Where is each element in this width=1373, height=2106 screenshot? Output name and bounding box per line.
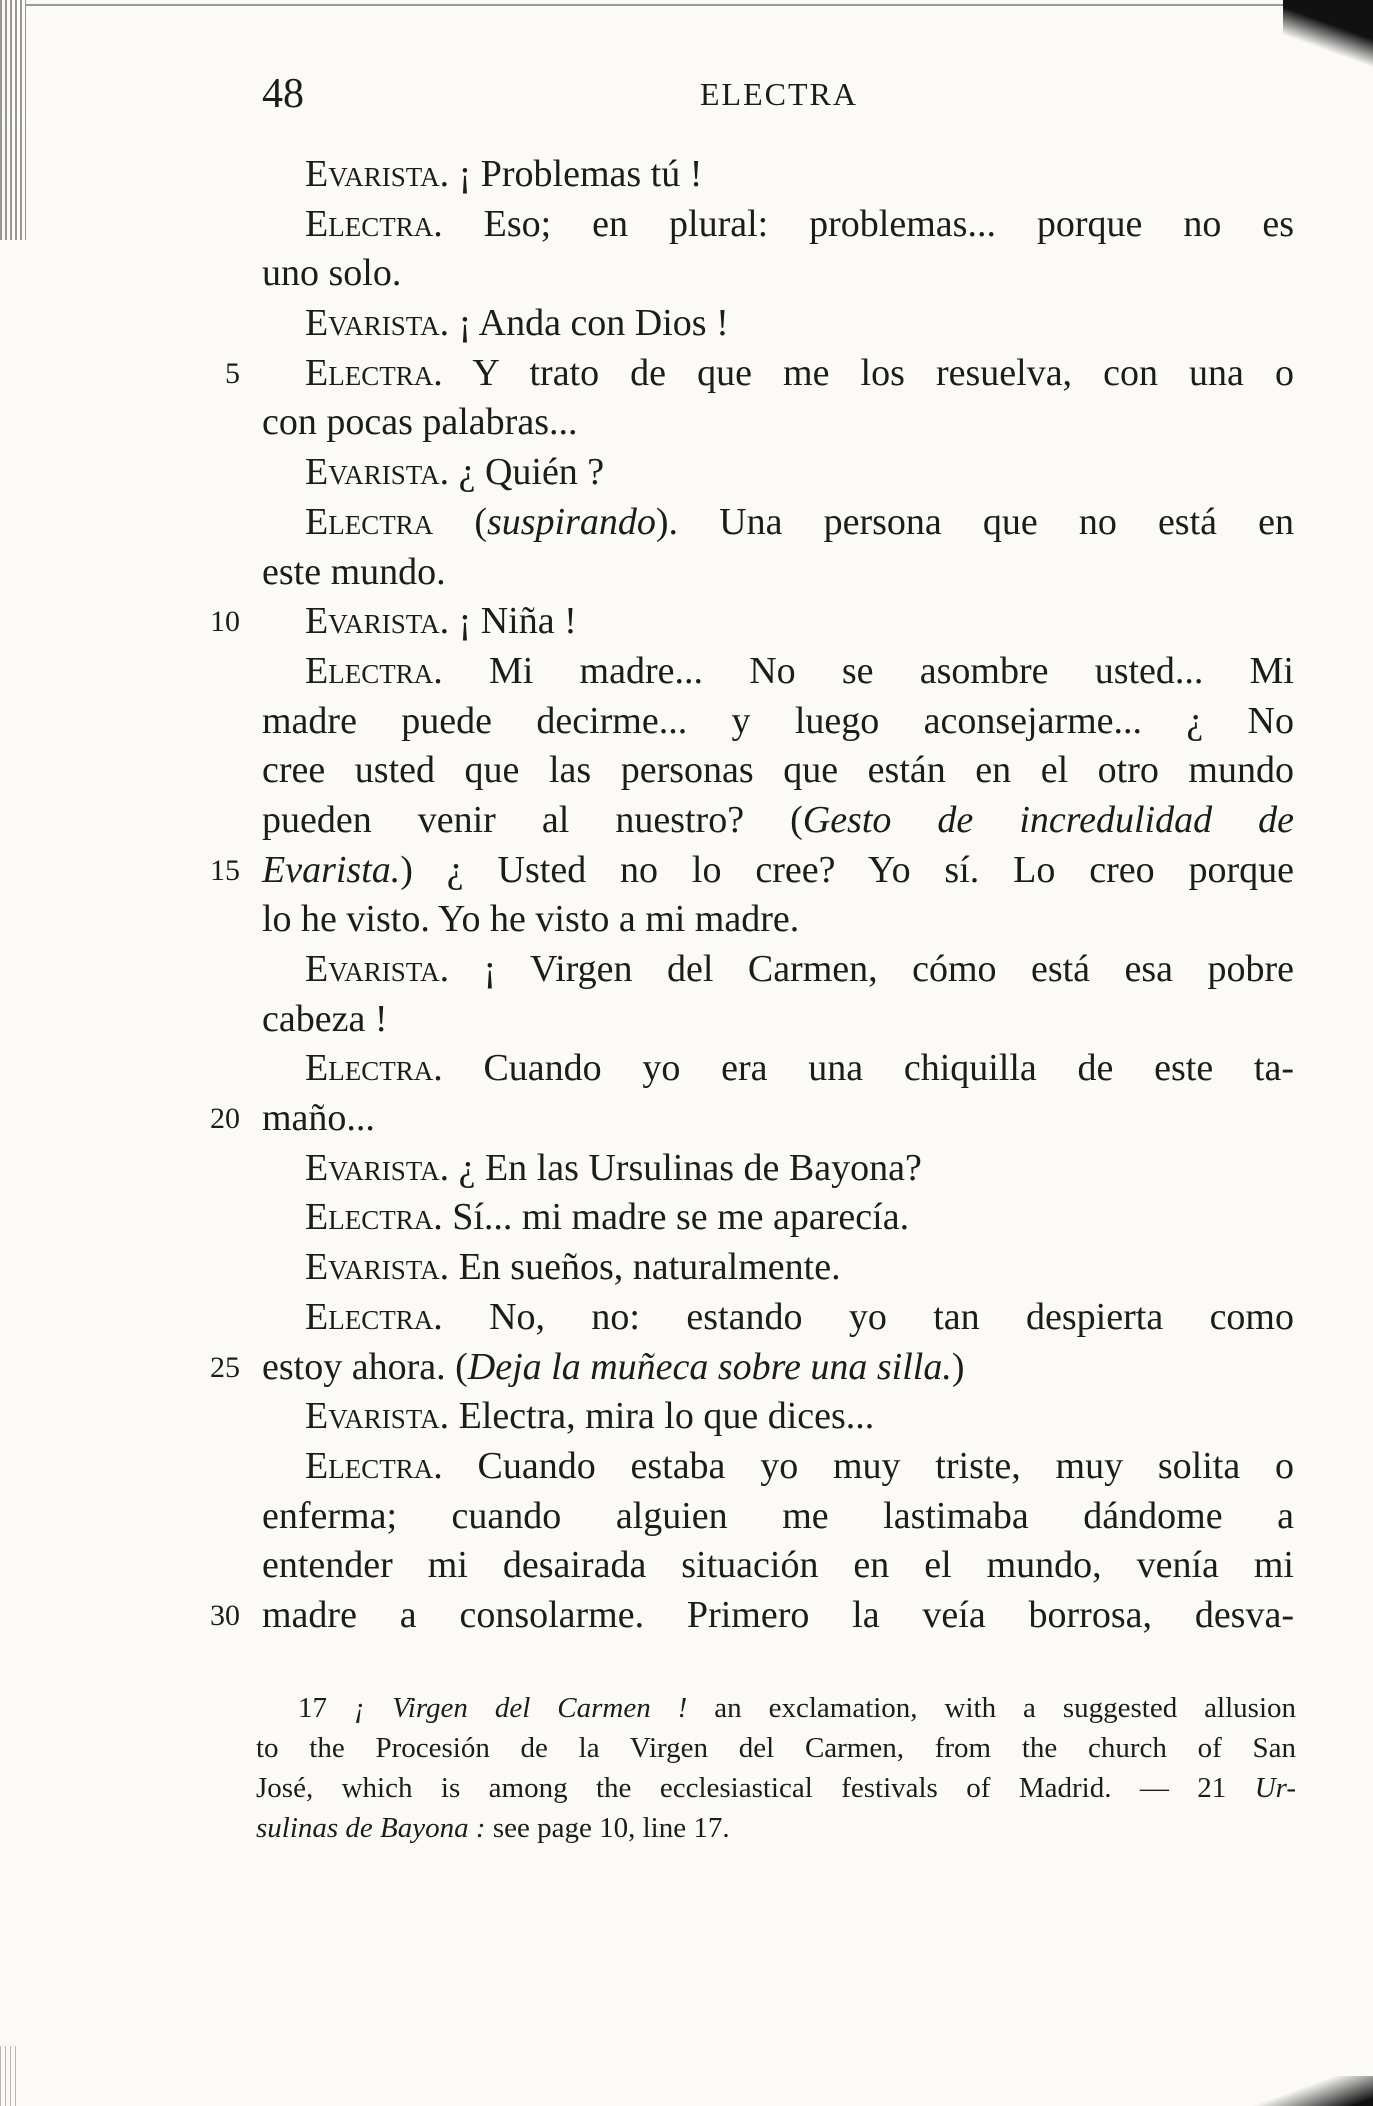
text-line xyxy=(0,349,1373,399)
text-line xyxy=(0,1591,1373,1641)
text-line xyxy=(0,1144,1373,1194)
italic-text: Evarista. xyxy=(262,848,401,891)
speaker-name: Evarista. xyxy=(305,451,450,494)
line-text xyxy=(305,1044,1294,1094)
text-segment: entender mi desairada situación en el mundo, venía mi xyxy=(262,1544,1294,1587)
line-text xyxy=(262,1343,965,1393)
text-line xyxy=(0,597,1373,647)
text-segment: ¿ Quién ? xyxy=(449,451,605,494)
line-text xyxy=(305,647,1294,697)
speaker-name: Evarista. xyxy=(305,1395,450,1438)
text-segment: pueden venir al nuestro? ( xyxy=(262,798,803,841)
text-line xyxy=(0,398,1373,448)
speaker-name: Evarista. xyxy=(305,153,450,195)
text-segment: madre puede decirme... y luego aconsejarme... ¿ No xyxy=(262,699,1294,742)
text-line xyxy=(0,498,1373,548)
line-number: 20 xyxy=(210,1102,240,1136)
text-segment: Electra, mira lo que dices... xyxy=(449,1395,875,1438)
line-text xyxy=(305,1392,874,1442)
text-line xyxy=(0,1243,1373,1293)
line-text xyxy=(262,1541,1294,1591)
text-line xyxy=(0,448,1373,498)
line-text xyxy=(262,1094,375,1144)
page-top-edge xyxy=(26,4,1306,6)
text-line xyxy=(0,647,1373,697)
text-segment: Cuando estaba yo muy triste, muy solita o xyxy=(442,1444,1294,1487)
text-segment: este mundo. xyxy=(262,550,446,593)
text-segment: 17 xyxy=(298,1692,354,1724)
text-segment: ¿ En las Ursulinas de Bayona? xyxy=(449,1146,922,1189)
line-text xyxy=(262,697,1294,747)
text-segment: madre a consolarme. Primero la veía borrosa, desva- xyxy=(262,1593,1294,1636)
text-segment: maño... xyxy=(262,1097,375,1140)
text-line xyxy=(0,995,1373,1045)
text-segment: lo he visto. Yo he visto a mi madre. xyxy=(262,898,800,941)
text-segment: ) xyxy=(951,1345,965,1388)
footnote-line xyxy=(256,1768,1296,1808)
text-segment: En sueños, naturalmente. xyxy=(449,1246,841,1289)
page-corner-shadow-bottom xyxy=(1253,2076,1373,2106)
text-segment: enferma; cuando alguien me lastimaba dándome a xyxy=(262,1494,1294,1537)
line-number: 5 xyxy=(225,356,240,390)
text-segment: estoy ahora. ( xyxy=(262,1345,468,1388)
text-line xyxy=(0,945,1373,995)
line-text xyxy=(262,746,1294,796)
text-segment: Mi madre... No se asombre usted... Mi xyxy=(442,649,1294,692)
speaker-name: Electra. xyxy=(305,1196,443,1239)
running-title: ELECTRA xyxy=(700,76,858,112)
italic-text: ¡ Virgen del Carmen ! xyxy=(353,1692,688,1724)
line-text xyxy=(262,895,799,945)
line-text xyxy=(305,1243,841,1293)
text-segment: cree usted que las personas que están en el otro mundo xyxy=(262,749,1294,792)
text-segment: Cuando yo era una chiquilla de este ta- xyxy=(442,1047,1294,1090)
text-segment: cabeza ! xyxy=(262,997,388,1040)
footnotes xyxy=(256,1688,1296,1848)
speaker-name: Evarista. xyxy=(305,948,450,990)
text-segment: José, which is among the ecclesiastical festivals of Madrid. — 21 xyxy=(256,1772,1255,1804)
text-line xyxy=(0,846,1373,896)
line-text xyxy=(305,299,729,349)
text-segment: ) ¿ Usted no lo cree? Yo sí. Lo creo porque xyxy=(400,848,1294,891)
text-line xyxy=(0,200,1373,250)
text-segment: uno solo. xyxy=(262,252,402,295)
speaker-name: Electra. xyxy=(305,1047,443,1090)
line-text xyxy=(305,1293,1294,1343)
line-text xyxy=(262,846,1294,896)
line-text xyxy=(305,1193,909,1243)
text-line xyxy=(0,548,1373,598)
speaker-name: Electra. xyxy=(305,202,443,245)
text-segment: ( xyxy=(433,500,487,543)
text-segment: Sí... mi madre se me aparecía. xyxy=(442,1196,910,1239)
speaker-name: Electra. xyxy=(305,1444,443,1487)
text-line xyxy=(0,1541,1373,1591)
italic-text: suspirando xyxy=(486,500,656,543)
text-segment: see page 10, line 17. xyxy=(485,1812,730,1844)
line-number: 30 xyxy=(210,1598,240,1632)
text-segment: ¡ Virgen del Carmen, cómo está esa pobre xyxy=(449,948,1294,990)
text-line xyxy=(0,895,1373,945)
text-line xyxy=(0,697,1373,747)
text-line xyxy=(0,796,1373,846)
line-text xyxy=(262,995,388,1045)
speaker-name: Electra. xyxy=(305,351,443,394)
line-text xyxy=(305,150,702,200)
speaker-name: Evarista. xyxy=(305,1146,450,1189)
italic-text: Deja la muñeca sobre una silla. xyxy=(467,1345,952,1388)
text-segment: ¡ Anda con Dios ! xyxy=(449,302,729,345)
text-line xyxy=(0,1293,1373,1343)
line-text xyxy=(305,200,1294,250)
text-segment: an exclamation, with a suggested allusion xyxy=(687,1692,1297,1724)
page-header xyxy=(262,70,1292,120)
play-text xyxy=(0,150,1373,1641)
text-line xyxy=(0,1343,1373,1393)
italic-text: sulinas de Bayona : xyxy=(256,1812,486,1844)
text-line xyxy=(0,1392,1373,1442)
line-number: 25 xyxy=(210,1350,240,1384)
line-text xyxy=(305,498,1294,548)
speaker-name: Evarista. xyxy=(305,600,450,643)
text-line xyxy=(0,249,1373,299)
line-text xyxy=(262,249,401,299)
line-text xyxy=(305,448,604,498)
speaker-name: Electra. xyxy=(305,649,443,692)
text-segment: Y trato de que me los resuelva, con una o xyxy=(442,351,1294,394)
text-segment: ¡ Problemas tú ! xyxy=(449,153,703,195)
text-segment: to the Procesión de la Virgen del Carmen, from the church of San xyxy=(256,1732,1296,1764)
text-line xyxy=(0,1442,1373,1492)
footnote-line xyxy=(256,1688,1296,1728)
text-line xyxy=(0,299,1373,349)
line-text xyxy=(305,1442,1294,1492)
text-line xyxy=(0,150,1373,200)
line-text xyxy=(262,1591,1294,1641)
text-line xyxy=(0,1492,1373,1542)
line-number: 15 xyxy=(210,853,240,887)
page-corner-shadow xyxy=(1283,0,1373,80)
italic-text: Gesto de incredulidad de xyxy=(802,798,1295,841)
line-text xyxy=(305,597,577,647)
line-text xyxy=(305,945,1294,995)
line-text xyxy=(262,1492,1294,1542)
line-text xyxy=(262,398,578,448)
line-text xyxy=(305,349,1294,399)
text-segment: No, no: estando yo tan despierta como xyxy=(442,1295,1294,1338)
footnote-line xyxy=(256,1728,1296,1768)
speaker-name: Evarista. xyxy=(305,1246,450,1289)
line-text xyxy=(262,548,446,598)
italic-text: Ur- xyxy=(1254,1772,1296,1804)
text-line xyxy=(0,1193,1373,1243)
page-number: 48 xyxy=(262,71,304,117)
speaker-name: Electra xyxy=(305,500,434,543)
speaker-name: Evarista. xyxy=(305,302,450,345)
text-segment: ). Una persona que no está en xyxy=(655,500,1294,543)
footnote-line xyxy=(256,1808,1296,1848)
line-number: 10 xyxy=(210,605,240,639)
text-segment: Eso; en plural: problemas... porque no es xyxy=(442,202,1294,245)
page-edge-bottom-left xyxy=(0,2046,20,2106)
line-text xyxy=(262,796,1294,846)
speaker-name: Electra. xyxy=(305,1295,443,1338)
text-line xyxy=(0,1094,1373,1144)
text-line xyxy=(0,1044,1373,1094)
line-text xyxy=(305,1144,922,1194)
text-segment: ¡ Niña ! xyxy=(449,600,577,643)
text-segment: con pocas palabras... xyxy=(262,401,578,444)
text-line xyxy=(0,746,1373,796)
